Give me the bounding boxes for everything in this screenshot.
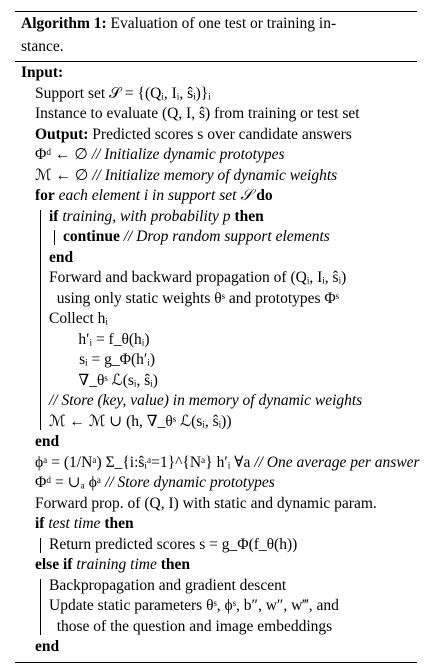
line-statement: Return predicted scores s = g_Φ(f_θ(h)) — [49, 535, 298, 553]
line-comment: // Store dynamic prototypes — [105, 474, 275, 491]
line-statement: Forward and backward propagation of (Qᵢ, Iᵢ, ŝᵢ) — [49, 269, 347, 286]
line-comment: // Initialize memory of dynamic weights — [92, 166, 338, 184]
algorithm-line — [15, 350, 417, 371]
line-condition: training, with probability p — [58, 207, 235, 225]
algorithm-line — [15, 535, 417, 556]
line-comment: // Store (key, value) in memory of dynamic weights — [49, 392, 363, 409]
line-statement: those of the question and image embeddings — [56, 617, 333, 635]
line-statement: using only static weights θˢ and prototypes Φˢ — [56, 289, 340, 307]
block-bar — [40, 210, 41, 430]
algorithm-line — [15, 330, 417, 351]
line-comment: // One average per answer — [254, 453, 420, 471]
algorithm-line — [15, 412, 417, 433]
line-keyword: end — [49, 248, 74, 266]
line-statement: Update static parameters θˢ, ϕˢ, b″, w″, w‴, and — [49, 597, 339, 614]
caption-continuation — [15, 36, 417, 59]
algorithm-body — [15, 62, 420, 658]
algorithm-line — [15, 555, 417, 576]
line-keyword: else if — [35, 556, 73, 573]
algorithm-line — [15, 617, 417, 638]
line-statement: Φᵈ = ∪ₐ ϕᵃ — [35, 474, 106, 491]
algorithm-line — [15, 227, 417, 248]
line-statement: ℳ ← ∅ — [35, 166, 93, 184]
algorithm-line — [15, 166, 417, 187]
block-bar — [40, 538, 41, 553]
block-bar — [54, 230, 55, 245]
algorithm-line — [15, 268, 417, 289]
algorithm-line — [15, 145, 417, 166]
line-statement: ϕᵃ = (1/Nᵃ) Σ_{i:ŝᵢᵃ=1}^{Nᵃ} h′ᵢ ∀a — [35, 453, 255, 471]
algorithm-line — [15, 207, 417, 228]
line-comment: // Initialize dynamic prototypes — [91, 146, 285, 163]
algorithm-line — [15, 63, 417, 84]
line-condition: training time — [72, 556, 161, 573]
line-keyword: if — [35, 515, 45, 532]
line-keyword: for — [35, 187, 55, 204]
algorithm-line — [15, 637, 417, 658]
line-statement: Support set 𝒮 = {(Qᵢ, Iᵢ, ŝᵢ)}ᵢ — [35, 84, 211, 102]
algorithm-line — [15, 104, 417, 125]
line-keyword-end: do — [256, 187, 273, 204]
algorithm-line — [15, 371, 417, 392]
algorithm-line — [15, 309, 417, 330]
algorithm-line — [15, 125, 417, 146]
line-statement: Forward prop. of (Q, I) with static and dynamic param. — [35, 494, 377, 512]
line-statement: Collect hᵢ — [49, 310, 108, 327]
algorithm-line — [15, 432, 417, 453]
caption-label: Algorithm 1: — [21, 15, 107, 32]
algorithm-box — [15, 11, 420, 663]
block-bar — [40, 579, 41, 635]
algorithm-line — [15, 391, 417, 412]
line-keyword: Input: — [21, 64, 64, 81]
algorithm-line — [15, 84, 417, 105]
caption-title-cont: stance. — [21, 38, 64, 55]
algorithm-line — [15, 453, 420, 474]
line-statement: Predicted scores s over candidate answers — [88, 125, 352, 143]
line-statement: Φᵈ ← ∅ — [35, 146, 92, 163]
line-keyword: end — [35, 638, 60, 655]
algorithm-line — [15, 494, 417, 515]
algorithm-line — [15, 248, 417, 269]
line-keyword-end: then — [160, 556, 191, 573]
algorithm-line — [15, 473, 417, 494]
algorithm-line — [15, 596, 417, 617]
caption-title: Evaluation of one test or training in- — [110, 15, 337, 32]
line-keyword: continue — [63, 228, 120, 245]
line-condition: test time — [44, 515, 105, 532]
line-comment: // Drop random support elements — [123, 228, 330, 245]
line-keyword: Output: — [35, 125, 89, 143]
line-keyword-end: then — [234, 207, 264, 225]
algorithm-line — [15, 514, 417, 535]
line-condition: each element i in support set 𝒮 — [54, 187, 257, 204]
line-statement: ℳ ← ℳ ∪ (h, ∇_θˢ ℒ(sᵢ, ŝᵢ)) — [49, 412, 232, 430]
line-keyword: if — [49, 207, 59, 225]
algorithm-line — [15, 289, 417, 310]
line-statement: h′ᵢ = f_θ(hᵢ) — [78, 330, 150, 348]
algorithm-caption — [15, 12, 417, 36]
line-statement: Instance to evaluate (Q, I, ŝ) from training or test set — [35, 105, 360, 122]
line-statement: ∇_θˢ ℒ(sᵢ, ŝᵢ) — [78, 371, 158, 389]
algorithm-line — [15, 576, 417, 597]
algorithm-line — [15, 186, 417, 207]
line-statement: Backpropagation and gradient descent — [49, 576, 287, 594]
bottom-rule — [15, 662, 417, 663]
line-keyword-end: then — [104, 515, 134, 532]
line-statement: sᵢ = g_Φ(h′ᵢ) — [79, 351, 155, 368]
line-keyword: end — [35, 433, 60, 450]
